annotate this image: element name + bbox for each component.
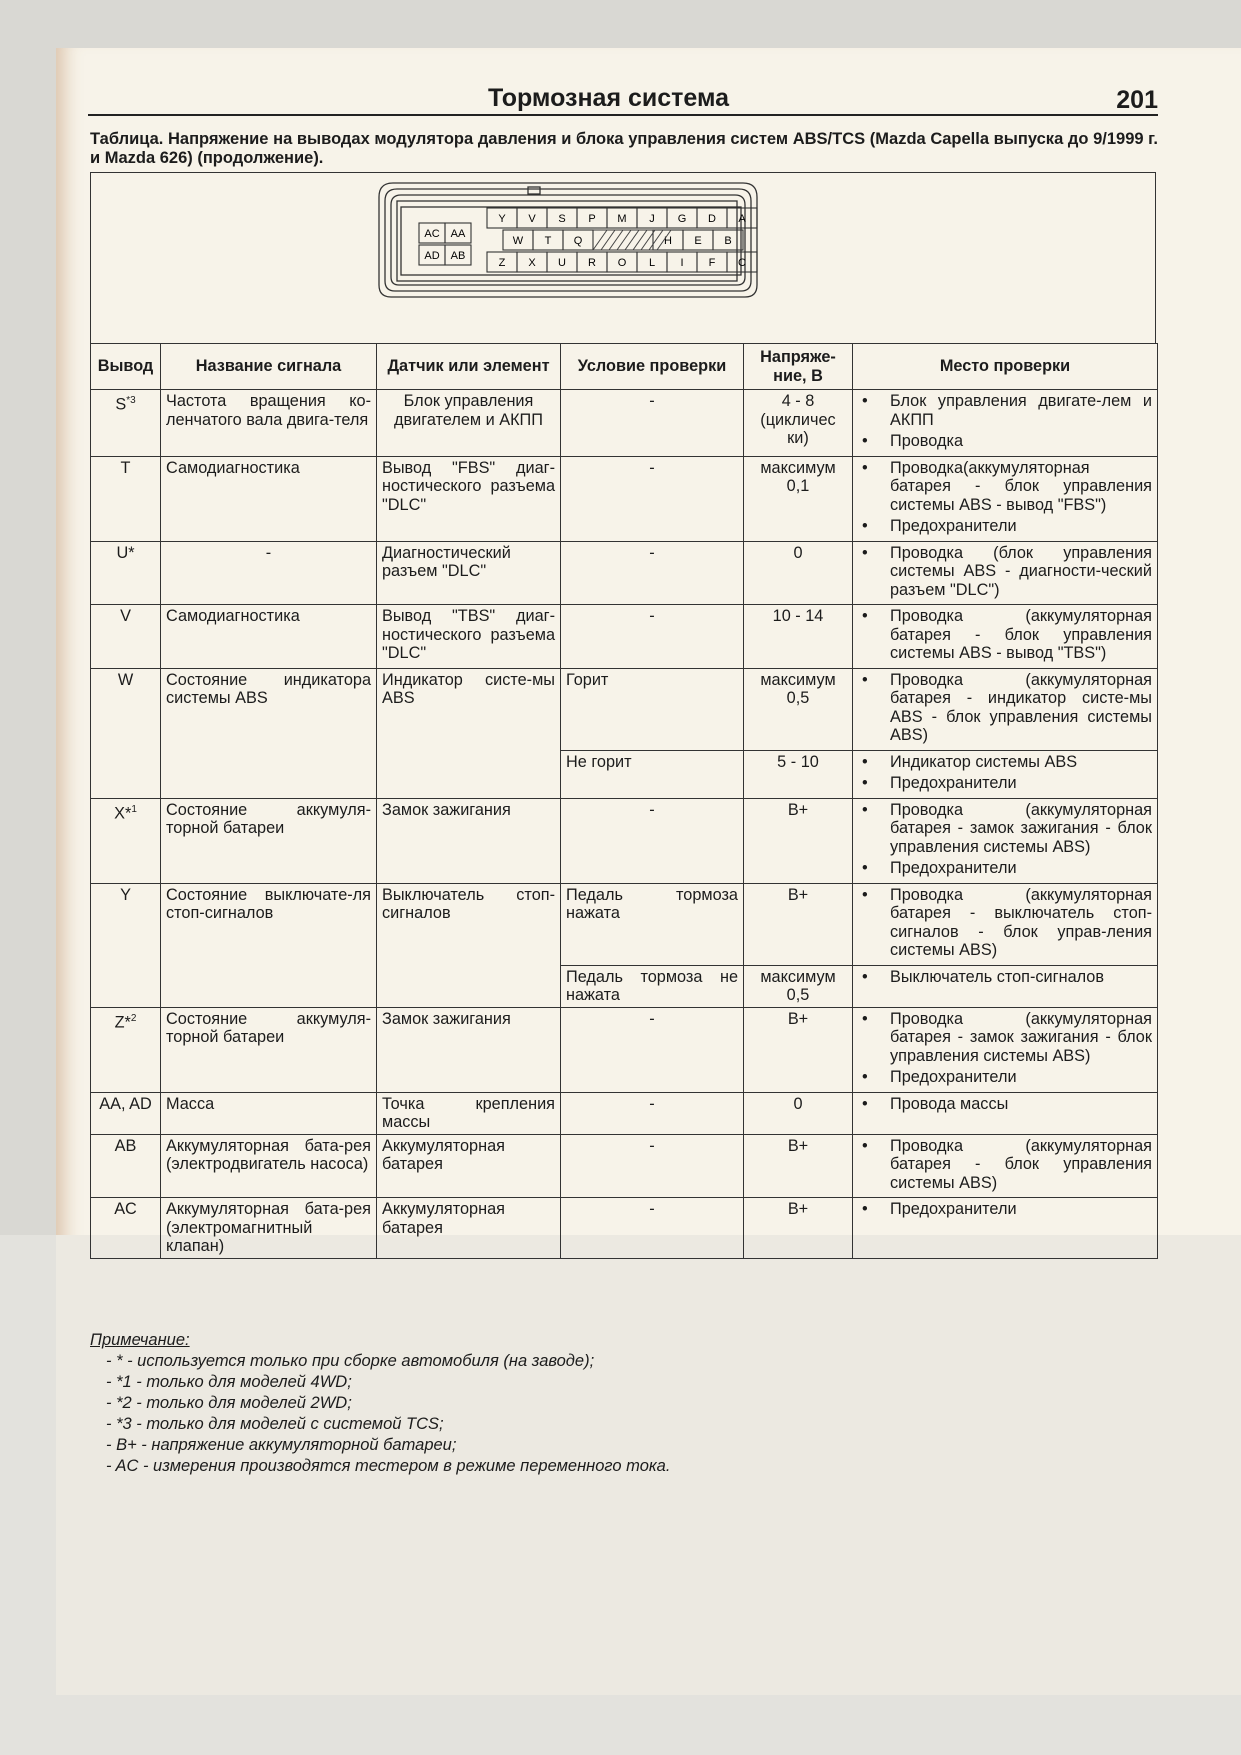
condition-cell: - — [561, 1134, 744, 1198]
table-row — [91, 1092, 1158, 1134]
condition-cell: Педаль тормоза не нажата — [561, 965, 744, 1007]
connector-pin-c: C — [738, 257, 746, 269]
connector-diagram — [91, 173, 1154, 342]
condition-cell: - — [561, 456, 744, 541]
notes — [90, 1330, 670, 1477]
check-place-item: • Проводка (блок управления системы ABS - диагности-ческий разъем "DLC") — [858, 544, 1152, 600]
pin-cell: AA, AD — [91, 1092, 161, 1134]
connector-pin-x: X — [528, 257, 536, 269]
voltage-cell: 0 — [744, 541, 853, 605]
pin-cell: W — [91, 668, 161, 798]
notes-title: Примечание: — [90, 1331, 190, 1349]
connector-pin-h: H — [664, 235, 672, 247]
signal-cell: Масса — [161, 1092, 377, 1134]
connector-pin-u: U — [558, 257, 566, 269]
pin-footnote-mark: *3 — [126, 395, 136, 406]
voltage-cell: B+ — [744, 1007, 853, 1092]
col-header-sensor: Датчик или элемент — [377, 344, 561, 390]
check-place-item: • Предохранители — [858, 517, 1152, 536]
sensor-cell: Индикатор систе-мы ABS — [377, 668, 561, 798]
voltage-table — [90, 343, 1158, 1259]
col-header-place: Место проверки — [853, 344, 1158, 390]
connector-pin-z: Z — [498, 257, 506, 269]
signal-cell: Самодиагностика — [161, 605, 377, 669]
note-item: - * - используется только при сборке автомобиля (на заводе); — [106, 1352, 595, 1370]
place-cell — [853, 1007, 1158, 1092]
sensor-cell: Вывод "FBS" диаг-ностического разъема "DLC" — [377, 456, 561, 541]
col-header-condition: Условие проверки — [561, 344, 744, 390]
condition-cell: - — [561, 541, 744, 605]
connector-pin-y: Y — [498, 213, 506, 225]
sensor-cell: Блок управления двигателем и АКПП — [377, 390, 561, 457]
pin-cell: Y — [91, 883, 161, 1007]
note-item: - *2 - только для моделей 2WD; — [106, 1394, 352, 1412]
signal-cell: Состояние аккумуля-торной батареи — [161, 798, 377, 883]
connector-pin-aa: AA — [450, 228, 466, 240]
place-cell — [853, 456, 1158, 541]
place-cell — [853, 1198, 1158, 1259]
signal-cell: Аккумуляторная бата-рея (электромагнитный клапан) — [161, 1198, 377, 1259]
place-cell — [853, 1134, 1158, 1198]
signal-cell: Состояние индикатора системы ABS — [161, 668, 377, 798]
table-row — [91, 668, 1158, 750]
check-place-item: • Проводка (аккумуляторная батарея - выключатель стоп-сигналов - блок управ-ления системы ABS) — [858, 886, 1152, 960]
table-row — [91, 1198, 1158, 1259]
pin-cell: U* — [91, 541, 161, 605]
check-place-item: • Предохранители — [858, 774, 1152, 793]
check-place-item: • Проводка (аккумуляторная батарея - блок управления системы ABS) — [858, 1137, 1152, 1193]
table-row — [91, 883, 1158, 965]
condition-cell: Не горит — [561, 750, 744, 798]
connector-pin-j: J — [649, 213, 655, 225]
voltage-cell: 10 - 14 — [744, 605, 853, 669]
condition-cell: - — [561, 1092, 744, 1134]
table-row — [91, 1007, 1158, 1092]
connector-pin-o: O — [617, 257, 627, 269]
signal-cell: Состояние аккумуля-торной батареи — [161, 1007, 377, 1092]
connector-pin-w: W — [512, 235, 524, 247]
table-row — [91, 390, 1158, 457]
connector-pin-a: A — [738, 213, 746, 225]
pin-cell: V — [91, 605, 161, 669]
connector-pin-p: P — [588, 213, 596, 225]
col-header-pin: Вывод — [91, 344, 161, 390]
voltage-cell: 5 - 10 — [744, 750, 853, 798]
pin-cell: $S^{*3}$ — [91, 390, 161, 457]
connector-pin-f: F — [708, 257, 716, 269]
check-place-item: • Проводка (аккумуляторная батарея - индикатор систе-мы ABS - блок управления системы ABS) — [858, 671, 1152, 745]
voltage-cell: 4 - 8 (цикличес ки) — [744, 390, 853, 457]
place-cell — [853, 541, 1158, 605]
voltage-cell: максимум 0,1 — [744, 456, 853, 541]
table-caption: Таблица. Напряжение на выводах модулятора давления и блока управления систем ABS/TCS (Mazda Capella выпуска до 9/1999 г. и Mazda 626) (продолжение). — [90, 130, 1158, 167]
connector-pin-l: L — [648, 257, 656, 269]
voltage-cell: B+ — [744, 1198, 853, 1259]
col-header-signal: Название сигнала — [161, 344, 377, 390]
place-cell — [853, 750, 1158, 798]
sensor-cell: Выключатель стоп-сигналов — [377, 883, 561, 1007]
check-place-item: • Проводка (аккумуляторная батарея - блок управления системы ABS - вывод "TBS") — [858, 607, 1152, 663]
check-place-item: • Предохранители — [858, 1200, 1152, 1219]
page-number: 201 — [1116, 86, 1158, 114]
check-place-item: • Проводка (аккумуляторная батарея - замок зажигания - блок управления системы ABS) — [858, 801, 1152, 857]
signal-cell: - — [161, 541, 377, 605]
voltage-cell: B+ — [744, 1134, 853, 1198]
condition-cell: - — [561, 1007, 744, 1092]
sensor-cell: Аккумуляторная батарея — [377, 1134, 561, 1198]
check-place-item: • Предохранители — [858, 1068, 1152, 1087]
voltage-cell: максимум 0,5 — [744, 965, 853, 1007]
place-cell — [853, 605, 1158, 669]
table-row — [91, 1134, 1158, 1198]
connector-pin-b: B — [724, 235, 732, 247]
sensor-cell: Вывод "TBS" диаг-ностического разъема "DLC" — [377, 605, 561, 669]
place-cell — [853, 668, 1158, 750]
note-item: - AC - измерения производятся тестером в режиме переменного тока. — [106, 1457, 671, 1475]
check-place-item: • Провода массы — [858, 1095, 1152, 1114]
condition-cell: - — [561, 1198, 744, 1259]
connector-pin-q: Q — [573, 235, 583, 247]
note-item: - B+ - напряжение аккумуляторной батареи; — [106, 1436, 457, 1454]
connector-pin-m: M — [617, 213, 627, 225]
place-cell — [853, 883, 1158, 965]
connector-pin-d: D — [708, 213, 716, 225]
connector-pin-v: V — [528, 213, 536, 225]
place-cell — [853, 390, 1158, 457]
condition-cell: Горит — [561, 668, 744, 750]
connector-pin-r: R — [588, 257, 596, 269]
connector-pin-e: E — [694, 235, 702, 247]
connector-pin-s: S — [558, 213, 566, 225]
table-row — [91, 456, 1158, 541]
section-title: Тормозная система — [488, 84, 730, 112]
pin-cell: X*$^1$ — [91, 798, 161, 883]
connector-diagram-box — [90, 172, 1156, 343]
check-place-item: • Проводка — [858, 432, 1152, 451]
check-place-item: • Проводка (аккумуляторная батарея - замок зажигания - блок управления системы ABS) — [858, 1010, 1152, 1066]
connector-pin-t: T — [544, 235, 552, 247]
voltage-cell: максимум 0,5 — [744, 668, 853, 750]
connector-pin-ab: AB — [450, 250, 466, 262]
voltage-cell: B+ — [744, 883, 853, 965]
pin-cell: Z*$^2$ — [91, 1007, 161, 1092]
check-place-item: • Проводка(аккумуляторная батарея - блок управления системы ABS - вывод "FBS") — [858, 459, 1152, 515]
connector-pin-g: G — [677, 213, 687, 225]
pin-footnote-mark: 1 — [131, 803, 137, 815]
condition-cell: - — [561, 390, 744, 457]
voltage-cell: B+ — [744, 798, 853, 883]
signal-cell: Состояние выключате-ля стоп-сигналов — [161, 883, 377, 1007]
connector-pin-ad: AD — [424, 250, 440, 262]
table-row — [91, 605, 1158, 669]
voltage-cell: 0 — [744, 1092, 853, 1134]
connector-pin-i: I — [680, 257, 684, 269]
note-item: - *1 - только для моделей 4WD; — [106, 1373, 352, 1391]
pin-cell: AB — [91, 1134, 161, 1198]
table-row — [91, 541, 1158, 605]
check-place-item: • Выключатель стоп-сигналов — [858, 968, 1152, 987]
sensor-cell: Замок зажигания — [377, 798, 561, 883]
col-header-voltage: Напряже-ние, В — [744, 344, 853, 390]
page-header — [88, 78, 1158, 116]
connector-blank-area — [593, 230, 671, 250]
sensor-cell: Аккумуляторная батарея — [377, 1198, 561, 1259]
sensor-cell: Точка крепления массы — [377, 1092, 561, 1134]
check-place-item: • Индикатор системы ABS — [858, 753, 1152, 772]
note-item: - *3 - только для моделей с системой TCS; — [106, 1415, 444, 1433]
place-cell — [853, 1092, 1158, 1134]
place-cell — [853, 798, 1158, 883]
condition-cell: Педаль тормоза нажата — [561, 883, 744, 965]
check-place-item: • Блок управления двигате-лем и АКПП — [858, 392, 1152, 429]
pin-cell: T — [91, 456, 161, 541]
condition-cell: - — [561, 798, 744, 883]
signal-cell: Частота вращения ко-ленчатого вала двига-теля — [161, 390, 377, 457]
table-row — [91, 798, 1158, 883]
table-header-row — [91, 344, 1158, 390]
sensor-cell: Диагностический разъем "DLC" — [377, 541, 561, 605]
pin-cell: AC — [91, 1198, 161, 1259]
connector-pin-ac: AC — [424, 228, 440, 240]
check-place-item: • Предохранители — [858, 859, 1152, 878]
signal-cell: Аккумуляторная бата-рея (электродвигатель насоса) — [161, 1134, 377, 1198]
sensor-cell: Замок зажигания — [377, 1007, 561, 1092]
condition-cell: - — [561, 605, 744, 669]
signal-cell: Самодиагностика — [161, 456, 377, 541]
place-cell — [853, 965, 1158, 1007]
pin-footnote-mark: 2 — [130, 1012, 137, 1024]
